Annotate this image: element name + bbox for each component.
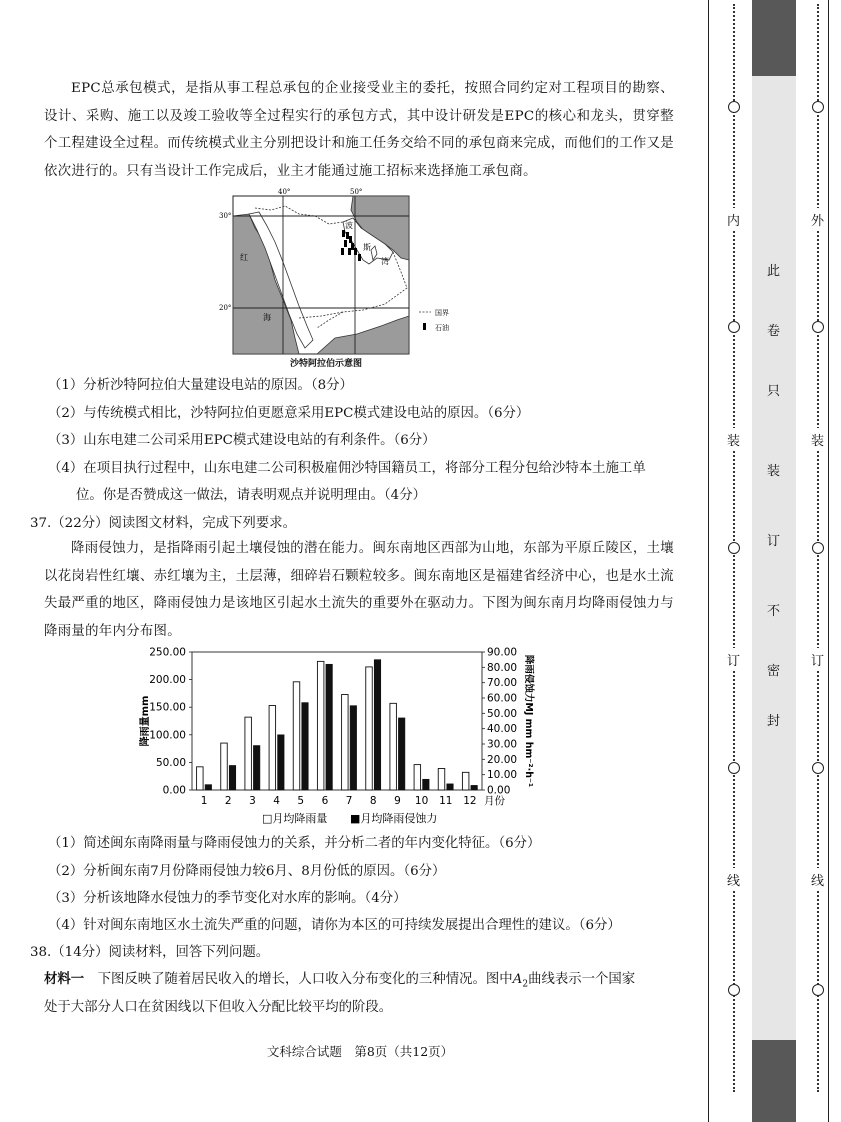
lat-label-30: 30°: [219, 212, 232, 220]
q36-item-1: （1）分析沙特阿拉伯大量建设电站的原因。（8分）: [48, 378, 353, 393]
q38-material-line-1: [44, 968, 635, 990]
binding-inner-char-2: 装: [727, 428, 740, 451]
strip-bottom-block: [752, 1040, 796, 1122]
legend-border: 国界: [435, 309, 449, 317]
y-left-tick-label: 250.00: [149, 646, 186, 659]
gulf-label-2: 斯: [363, 243, 371, 252]
q38-heading: 38.（14分）阅读材料，回答下列问题。: [30, 945, 270, 960]
gulf-label-1: 波: [345, 221, 353, 230]
strip-middle: [752, 76, 796, 1040]
x-tick-label: 5: [297, 795, 305, 807]
x-tick-label: 8: [369, 795, 377, 807]
x-tick-label: 12: [463, 795, 477, 807]
q37-heading: 37.（22分）阅读图文材料，完成下列要求。: [30, 516, 296, 531]
q36-item-3: （3）山东电建二公司采用EPC模式建设电站的有利条件。（6分）: [48, 433, 436, 448]
x-tick-label: 9: [394, 795, 401, 807]
bar-erosivity: [471, 785, 478, 790]
bar-rainfall: [245, 717, 252, 790]
y-right-tick-label: 20.00: [487, 753, 518, 766]
bar-rainfall: [438, 768, 445, 790]
bar-erosivity: [326, 664, 333, 790]
y-right-tick-label: 80.00: [487, 661, 518, 674]
binding-outer-char-3: 订: [811, 648, 824, 671]
y-right-tick-label: 10.00: [487, 769, 518, 782]
q36-item-4: （4）在项目执行过程中，山东电建二公司积极雇佣沙特国籍员工，将部分工程分包给沙特本土施工单: [48, 461, 646, 476]
y-right-tick-label: 30.00: [487, 738, 518, 751]
x-tick-label: 2: [224, 795, 232, 807]
x-tick-label: 11: [439, 795, 453, 807]
q37-paragraph: 降雨侵蚀力，是指降雨引起土壤侵蚀的潜在能力。闽东南地区西部为山地，东部为平原丘陵区，土壤以花岗岩性红壤、赤红壤为主，土层薄，细碎岩石颗粒较多。闽东南地区是福建省经济中心，也是水土流失最严重的地区，降雨侵蚀力是该地区引起水土流失的重要外在驱动力。下图为闽东南月均降雨侵蚀力与降雨量的年内分布图。: [44, 541, 674, 639]
y-left-axis-label: 降雨量mm: [140, 695, 151, 747]
bar-erosivity: [253, 746, 260, 790]
y-right-tick-label: 0.00: [487, 784, 511, 797]
bar-rainfall: [462, 772, 469, 790]
bar-rainfall: [197, 767, 204, 790]
bar-erosivity: [205, 785, 212, 790]
x-tick-label: 7: [345, 795, 353, 807]
bar-rainfall: [342, 695, 349, 790]
q38-material-text-1: 下图反映了随着居民收入的增长，人口收入分布变化的三种情况。图中: [97, 972, 513, 987]
strip-top-block: [752, 0, 796, 76]
y-left-tick-label: 50.00: [155, 756, 186, 769]
q38-material-label: 材料一: [44, 971, 85, 987]
x-axis-label: 月份: [484, 795, 505, 807]
q38-material-text-2: 曲线表示一个国家: [528, 972, 636, 987]
binding-center-char-6: 不: [767, 604, 781, 619]
q38-curve-label: A: [512, 972, 523, 987]
binding-center-char-7: 密: [767, 664, 781, 679]
bar-rainfall: [293, 682, 300, 790]
y-right-tick-label: 40.00: [487, 723, 518, 736]
legend-oil-icon: [423, 323, 426, 330]
binding-center-char-1: 此: [767, 264, 781, 279]
binding-strip: [708, 0, 829, 1122]
bar-erosivity: [302, 703, 309, 790]
saudi-arabia-map: [219, 188, 465, 373]
bar-rainfall: [414, 765, 421, 790]
binding-outer-char-1: 外: [811, 208, 824, 231]
y-right-tick-label: 60.00: [487, 692, 518, 705]
bar-rainfall: [269, 706, 276, 790]
q36-item-4-cont: 位。你是否赞成这一做法，请表明观点并说明理由。（4分）: [76, 488, 426, 503]
bar-rainfall: [221, 743, 228, 790]
x-tick-label: 3: [249, 795, 256, 807]
lon-label-40: 40°: [278, 188, 291, 196]
q37-item-1: （1）简述闽东南降雨量与降雨侵蚀力的关系，并分析二者的年内变化特征。（6分）: [48, 836, 541, 851]
lat-label-20: 20°: [219, 304, 232, 312]
rainfall-erosivity-chart: [140, 640, 540, 830]
q36-item-2: （2）与传统模式相比，沙特阿拉伯更愿意采用EPC模式建设电站的原因。（6分）: [48, 406, 530, 421]
y-right-tick-label: 90.00: [487, 646, 518, 659]
q38-curve-sub: 2: [522, 979, 529, 990]
q37-item-2: （2）分析闽东南7月份降雨侵蚀力较6月、8月份低的原因。（6分）: [48, 864, 446, 879]
bar-erosivity: [398, 718, 405, 790]
legend-oil: 石油: [435, 324, 449, 332]
red-sea-label-1: 红: [240, 253, 248, 262]
x-tick-label: 6: [321, 795, 329, 807]
legend-erosivity: ■月均降雨侵蚀力: [350, 812, 438, 825]
binding-outer-char-2: 装: [811, 428, 824, 451]
legend-rainfall: □月均降雨量: [262, 812, 328, 825]
binding-center-char-4: 装: [767, 464, 781, 479]
y-left-tick-label: 0.00: [162, 784, 186, 797]
y-left-tick-label: 200.00: [149, 674, 186, 687]
bar-erosivity: [423, 779, 430, 790]
x-tick-label: 10: [414, 795, 429, 807]
binding-outer-char-4: 线: [811, 868, 824, 891]
red-sea-label-2: 海: [263, 313, 271, 322]
page-footer: 文科综合试题 第8页（共12页）: [266, 1044, 454, 1059]
q37-item-3: （3）分析该地降水侵蚀力的季节变化对水库的影响。（4分）: [48, 891, 407, 906]
x-tick-label: 4: [273, 795, 280, 807]
bar-rainfall: [390, 703, 397, 790]
lon-label-50: 50°: [350, 188, 363, 196]
binding-center-char-5: 订: [767, 534, 781, 549]
bar-erosivity: [278, 735, 285, 790]
bar-erosivity: [229, 765, 236, 790]
binding-center-char-8: 封: [767, 714, 781, 729]
y-right-tick-label: 50.00: [487, 707, 518, 720]
x-tick-label: 1: [200, 795, 208, 807]
map-caption: 沙特阿拉伯示意图: [290, 359, 363, 369]
binding-inner-char-1: 内: [727, 208, 740, 231]
q38-material-line-2: 处于大部分人口在贫困线以下但收入分配比较平均的阶段。: [44, 1000, 393, 1015]
y-left-tick-label: 100.00: [149, 729, 186, 742]
bar-erosivity: [374, 660, 381, 790]
y-right-axis-label: 降雨侵蚀力MJ mm hm⁻²·h⁻¹: [523, 654, 534, 788]
intro-paragraph: EPC总承包模式，是指从事工程总承包的企业接受业主的委托，按照合同约定对工程项目的勘察、设计、采购、施工以及竣工验收等全过程实行的承包方式，其中设计研发是EPC的核心和龙头，贯穿整个工程建设全过程。而传统模式业主分别把设计和施工任务交给不同的承包商来完成，而他们的工作又是依次进行的。只有当设计工作完成后，业主才能通过施工招标来选择施工承包商。: [44, 81, 674, 179]
binding-center-char-3: 只: [767, 384, 781, 399]
bar-rainfall: [366, 667, 373, 790]
binding-center-char-2: 卷: [767, 324, 781, 339]
gulf-label-3: 湾: [381, 257, 389, 266]
y-right-tick-label: 70.00: [487, 677, 518, 690]
bar-rainfall: [317, 661, 324, 790]
bar-erosivity: [350, 706, 357, 790]
q37-item-4: （4）针对闽东南地区水土流失严重的问题，请你为本区的可持续发展提出合理性的建议。（6分）: [48, 918, 621, 933]
bar-erosivity: [447, 784, 454, 790]
y-left-tick-label: 150.00: [149, 701, 186, 714]
binding-inner-char-4: 线: [727, 868, 740, 891]
binding-inner-char-3: 订: [727, 648, 740, 671]
